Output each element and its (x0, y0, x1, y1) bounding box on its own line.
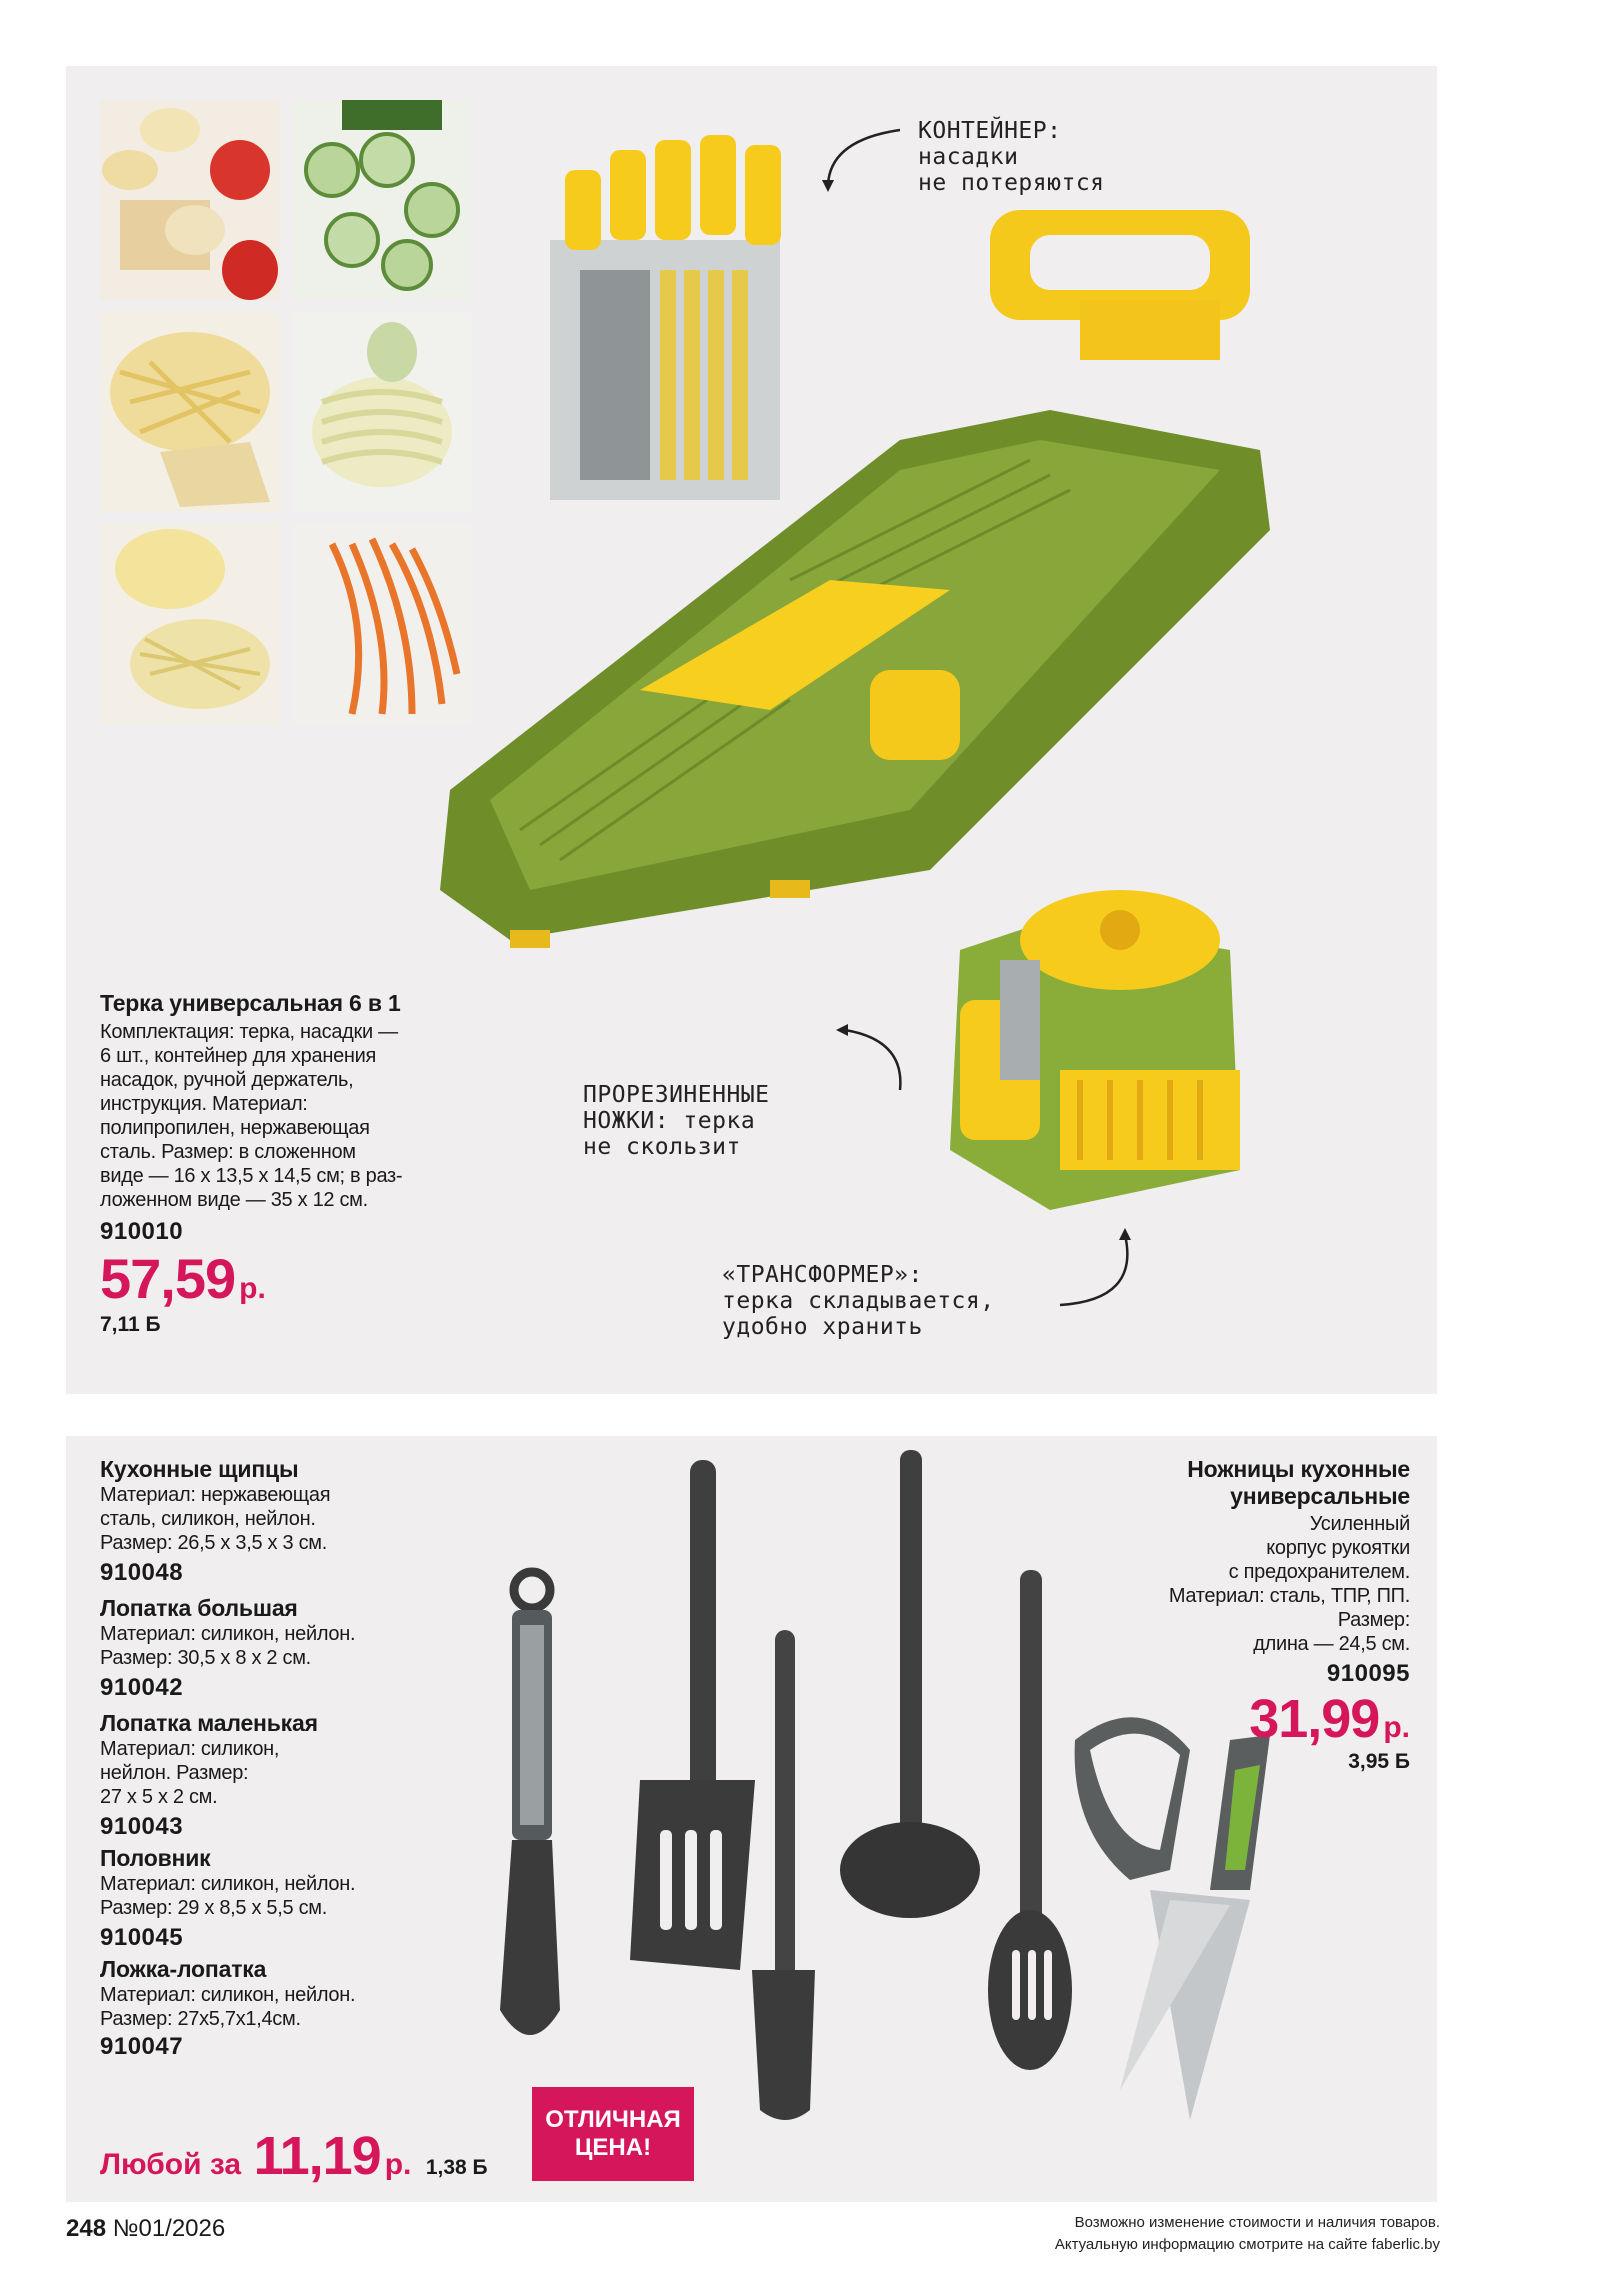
ladle-image (840, 1450, 980, 1918)
utensil-item: Ложка-лопатка Материал: силикон, нейлон. Размер: 27х5,7х1,4см. 910047 (100, 1956, 356, 2060)
utensil-item: Кухонные щипцы Материал: нержавеющая сталь, силикон, нейлон. Размер: 26,5 х 3,5 х 3 см. 910048 (100, 1456, 331, 1586)
feet-callout: ПРОРЕЗИНЕННЫЕ НОЖКИ: терка не скользит (583, 1082, 770, 1160)
utensil-item: Половник Материал: силикон, нейлон. Размер: 29 х 8,5 х 5,5 см. 910045 (100, 1845, 356, 1951)
large-turner-image (630, 1460, 755, 1970)
great-price-badge: ОТЛИЧНАЯ ЦЕНА! (532, 2087, 694, 2181)
utensils-price: Любой за 11,19 р. 1,38 Б (100, 2126, 488, 2186)
product-title: Терка универсальная 6 в 1 (100, 990, 401, 1016)
slotted-spoon-image (988, 1570, 1072, 2070)
scissors-image (1075, 1717, 1270, 2120)
tongs-image (500, 1572, 560, 2035)
product-price: 57,59 р. (100, 1247, 266, 1310)
page-footer-note: Возможно изменение стоимости и наличия товаров. Актуальную информацию смотрите на сайте faberlic.by (1054, 2214, 1440, 2253)
utensils-info (100, 1456, 460, 2061)
transformer-callout: «ТРАНСФОРМЕР»: терка складывается, удобно хранить (722, 1262, 995, 1340)
page-footer-number: 248 №01/2026 (66, 2215, 226, 2242)
small-spatula-image (752, 1630, 815, 2120)
container-callout: КОНТЕЙНЕР: насадки не потеряются (918, 118, 1105, 196)
scissors-info: Ножницы кухонные универсальные Усиленный корпус рукоятки с предохранителем. Материал: сталь, ТПР, ПП. Размер: длина — 24,5 см. 910095 31,99 р. 3,95 Б (1090, 1456, 1410, 1774)
utensil-item: Лопатка маленькая Материал: силикон, нейлон. Размер: 27 х 5 х 2 см. 910043 (100, 1710, 318, 1840)
product-code: 910010 (100, 1218, 184, 1245)
product-points: 7,11 Б (100, 1313, 161, 1336)
grater-info (100, 990, 480, 1337)
product-price: 31,99 р. (1249, 1689, 1410, 1749)
product-points: 3,95 Б (1348, 1750, 1410, 1773)
product-code: 910095 (1326, 1660, 1410, 1687)
utensil-item: Лопатка большая Материал: силикон, нейлон. Размер: 30,5 х 8 х 2 см. 910042 (100, 1595, 356, 1701)
product-description: Комплектация: терка, насадки — 6 шт., контейнер для хранения насадок, ручной держатель, инструкция. Материал: полипропилен, нержавеющая сталь. Размер: в сложенном виде — 16 х 13,5 х 14,5 см; в раз- ложенном виде — 35 х 12 см. (100, 1021, 403, 1211)
